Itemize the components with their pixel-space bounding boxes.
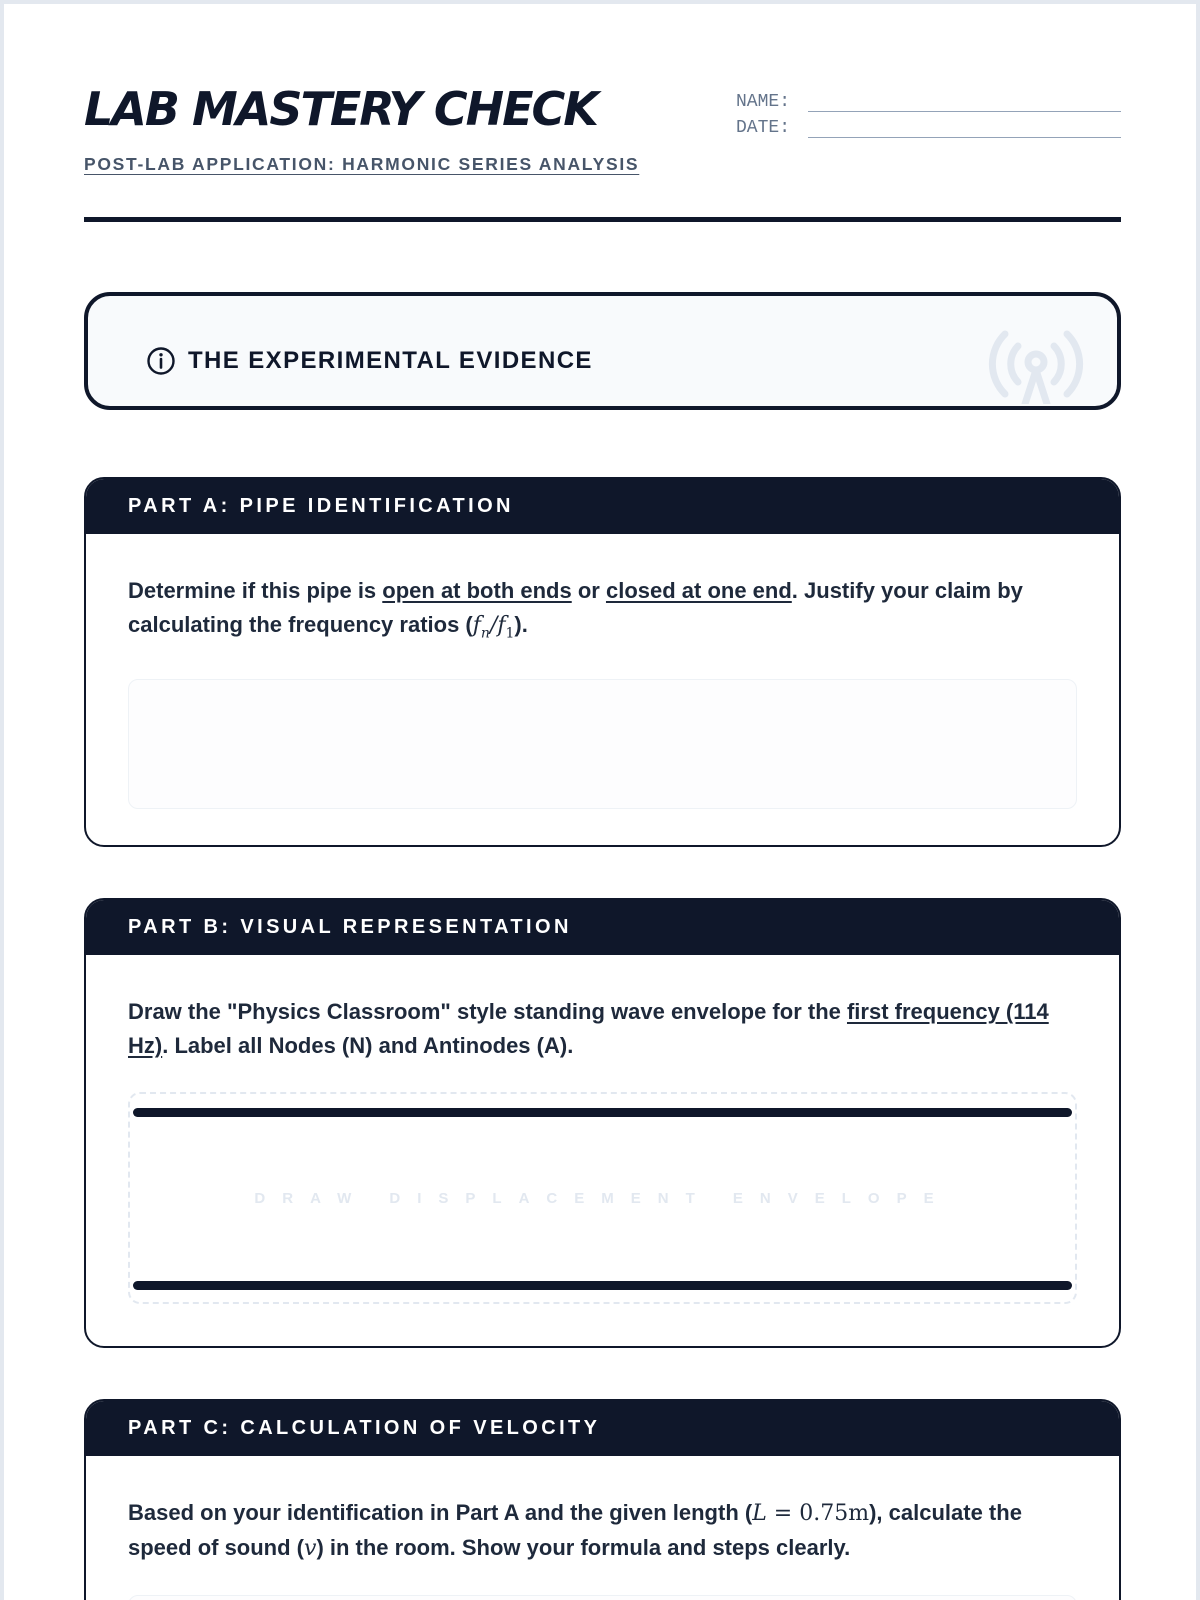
evidence-heading bbox=[146, 346, 593, 376]
part-a-prompt: Determine if this pipe is open at both ends or closed at one end. Justify your claim by calculating the frequency ratios $(f_n/f_1)$. bbox=[128, 578, 1023, 642]
name-label: NAME: bbox=[736, 92, 791, 112]
option-open: open at both ends bbox=[382, 578, 572, 603]
part-b-card bbox=[84, 898, 1121, 1348]
part-c-card bbox=[84, 1399, 1121, 1600]
evidence-panel bbox=[84, 292, 1121, 410]
pipe-top-wall bbox=[133, 1108, 1072, 1117]
part-b-prompt: Draw the "Physics Classroom" style standing wave envelope for the first frequency (114 Hz). Label all Nodes (N) and Antinodes (A). bbox=[128, 999, 1049, 1058]
evidence-title: THE EXPERIMENTAL EVIDENCE bbox=[188, 347, 593, 374]
part-b-heading: PART B: VISUAL REPRESENTATION bbox=[86, 900, 1119, 955]
page-title: LAB MASTERY CHECK bbox=[84, 82, 597, 136]
wave-drawing-area[interactable] bbox=[128, 1092, 1077, 1304]
worksheet-header bbox=[84, 4, 1121, 226]
first-frequency-link: first frequency (114 Hz) bbox=[128, 999, 1049, 1058]
broadcast-icon bbox=[985, 324, 1087, 404]
part-a-answer-box[interactable] bbox=[128, 679, 1077, 809]
pipe-bottom-wall bbox=[133, 1281, 1072, 1290]
length-formula: L bbox=[752, 1501, 767, 1526]
name-row bbox=[736, 86, 1121, 112]
student-info bbox=[736, 86, 1121, 138]
length-value: 0.75 bbox=[799, 1501, 849, 1526]
info-circle-icon bbox=[146, 346, 176, 376]
name-field[interactable] bbox=[808, 91, 1121, 112]
draw-hint: DRAW DISPLACEMENT ENVELOPE bbox=[254, 1190, 951, 1207]
date-row bbox=[736, 112, 1121, 138]
date-field[interactable] bbox=[808, 117, 1121, 138]
part-c-answer-box[interactable] bbox=[128, 1595, 1077, 1600]
header-divider bbox=[84, 217, 1121, 222]
date-label: DATE: bbox=[736, 118, 791, 138]
ratio-formula: $f_n/f_1$ bbox=[472, 613, 515, 642]
part-a-card bbox=[84, 477, 1121, 847]
velocity-symbol: v bbox=[304, 1536, 317, 1561]
worksheet-page bbox=[4, 4, 1196, 1600]
part-a-heading: PART A: PIPE IDENTIFICATION bbox=[86, 479, 1119, 534]
part-c-heading: PART C: CALCULATION OF VELOCITY bbox=[86, 1401, 1119, 1456]
part-c-prompt: Based on your identification in Part A and the given length (L = 0.75m), calculate the speed of sound (v) in the room. Show your formula and steps clearly. bbox=[128, 1500, 1022, 1561]
page-subtitle: POST-LAB APPLICATION: HARMONIC SERIES ANALYSIS bbox=[84, 154, 640, 174]
option-closed: closed at one end bbox=[605, 578, 792, 603]
